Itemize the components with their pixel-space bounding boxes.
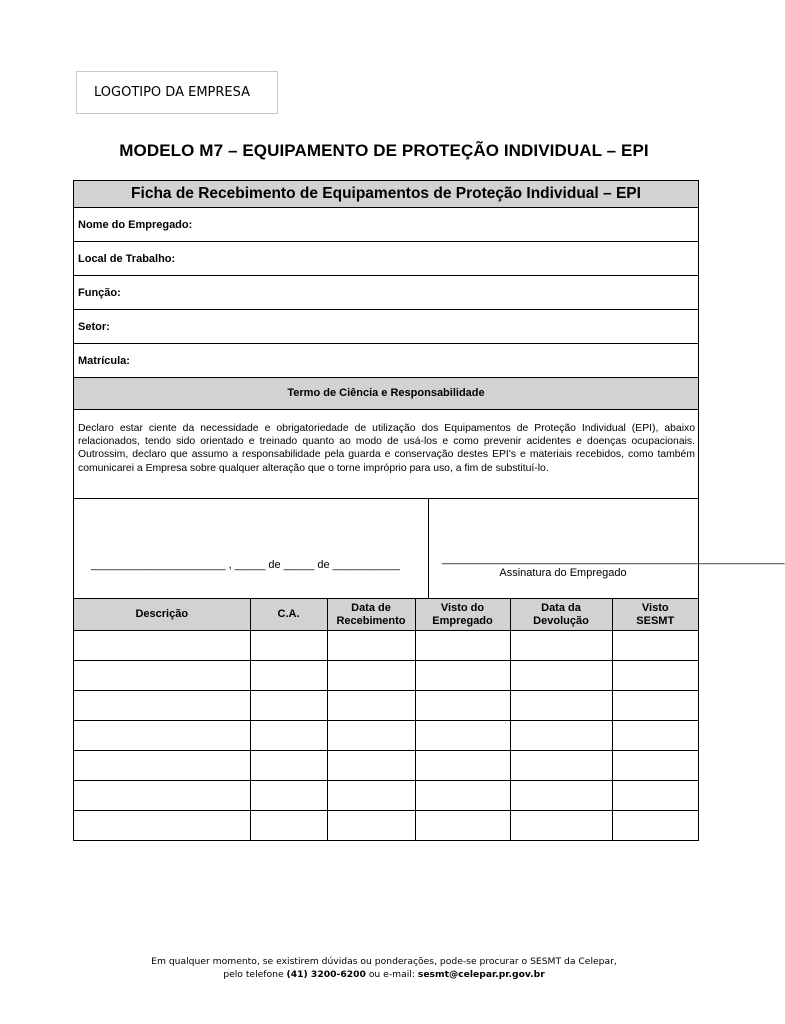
table-header-row: [74, 599, 698, 631]
table-row: [74, 721, 698, 751]
function-label: Função:: [78, 286, 121, 299]
registration-label: Matrícula:: [78, 354, 130, 367]
table-cell[interactable]: [74, 781, 250, 811]
table-cell[interactable]: [250, 691, 327, 721]
table-cell[interactable]: [327, 721, 415, 751]
footer-email-link[interactable]: sesmt@celepar.pr.gov.br: [417, 968, 545, 980]
table-cell[interactable]: [612, 781, 698, 811]
sector-field[interactable]: [74, 309, 698, 343]
table-cell[interactable]: [74, 721, 250, 751]
table-cell[interactable]: [510, 781, 612, 811]
table-row: [74, 631, 698, 661]
table-cell[interactable]: [74, 751, 250, 781]
workplace-field[interactable]: [74, 241, 698, 275]
table-cell[interactable]: [510, 751, 612, 781]
table-row: [74, 661, 698, 691]
col-header-ca: C.A.: [250, 599, 327, 631]
table-cell[interactable]: [415, 811, 510, 841]
signature-cell[interactable]: [429, 499, 785, 598]
page-title: MODELO M7 – EQUIPAMENTO DE PROTEÇÃO INDIVIDUAL – EPI: [119, 141, 649, 160]
table-cell[interactable]: [415, 751, 510, 781]
col-header-sesmt-check: Visto SESMT: [612, 599, 698, 631]
table-cell[interactable]: [250, 631, 327, 661]
table-cell[interactable]: [612, 751, 698, 781]
table-cell[interactable]: [250, 781, 327, 811]
footer-phone: (41) 3200-6200: [286, 968, 366, 980]
table-cell[interactable]: [250, 661, 327, 691]
table-cell[interactable]: [612, 721, 698, 751]
table-cell[interactable]: [250, 751, 327, 781]
col-header-employee-check: Visto do Empregado: [415, 599, 510, 631]
epi-receipt-form: [73, 180, 785, 841]
table-row: [74, 751, 698, 781]
footer-email-prefix: ou e-mail:: [368, 968, 415, 980]
responsibility-section-title: Termo de Ciência e Responsabilidade: [74, 377, 698, 409]
table-cell[interactable]: [74, 661, 250, 691]
employee-name-field[interactable]: [74, 207, 698, 241]
function-field[interactable]: [74, 275, 698, 309]
epi-table: [74, 599, 698, 840]
declaration-text: Declaro estar ciente da necessidade e obrigatoriedade de utilização dos Equipamentos de Proteção Individual (EPI), abaixo relacionados, tendo sido orientado e treinado quanto ao modo de usá-los e como prevenir acidentes e doenças ocupacionais. Outrossim, declaro que assumo a responsabilidade pela guarda e conservação destes EPI's e materiais recebidos, como também comunicarei a Empresa sobre qualquer alteração que o torne impróprio para uso, a fim de substituí-lo.: [74, 409, 698, 498]
table-cell[interactable]: [612, 661, 698, 691]
table-row: [74, 781, 698, 811]
table-cell[interactable]: [327, 781, 415, 811]
date-line: ______________________ , _____ de _____ de ___________: [91, 559, 400, 571]
table-cell[interactable]: [327, 811, 415, 841]
footer-contact: [0, 956, 768, 981]
table-cell[interactable]: [74, 811, 250, 841]
col-header-description: Descrição: [74, 599, 250, 631]
table-cell[interactable]: [415, 691, 510, 721]
table-cell[interactable]: [510, 631, 612, 661]
table-cell[interactable]: [612, 691, 698, 721]
sector-label: Setor:: [78, 320, 110, 333]
table-cell[interactable]: [327, 691, 415, 721]
table-cell[interactable]: [327, 751, 415, 781]
table-cell[interactable]: [510, 691, 612, 721]
table-cell[interactable]: [250, 811, 327, 841]
workplace-label: Local de Trabalho:: [78, 252, 176, 265]
col-header-receipt-date: Data de Recebimento: [327, 599, 415, 631]
table-cell[interactable]: [415, 721, 510, 751]
table-cell[interactable]: [510, 811, 612, 841]
table-cell[interactable]: [612, 631, 698, 661]
table-cell[interactable]: [510, 721, 612, 751]
epi-table-row: [74, 598, 698, 840]
signature-row: [74, 498, 785, 598]
col-header-return-date: Data da Devolução: [510, 599, 612, 631]
table-cell[interactable]: [510, 661, 612, 691]
table-cell[interactable]: [74, 691, 250, 721]
table-cell[interactable]: [415, 781, 510, 811]
company-logo-placeholder: [76, 71, 278, 114]
table-cell[interactable]: [250, 721, 327, 751]
table-cell[interactable]: [327, 631, 415, 661]
signature-line: ________________________________________________________: [442, 553, 785, 565]
signature-label: Assinatura do Empregado: [499, 567, 627, 579]
table-cell[interactable]: [612, 811, 698, 841]
table-row: [74, 811, 698, 841]
registration-field[interactable]: [74, 343, 698, 377]
table-cell[interactable]: [415, 661, 510, 691]
footer-line-1: Em qualquer momento, se existirem dúvidas ou ponderações, pode-se procurar o SESMT da Celepar,: [151, 956, 617, 967]
table-row: [74, 691, 698, 721]
footer-phone-prefix: pelo telefone: [223, 968, 284, 980]
date-cell[interactable]: [74, 499, 429, 598]
form-header: Ficha de Recebimento de Equipamentos de Proteção Individual – EPI: [74, 181, 698, 207]
table-cell[interactable]: [74, 631, 250, 661]
employee-name-label: Nome do Empregado:: [78, 218, 193, 231]
table-cell[interactable]: [327, 661, 415, 691]
table-cell[interactable]: [415, 631, 510, 661]
logo-placeholder-text: LOGOTIPO DA EMPRESA: [94, 85, 251, 100]
footer-line-2: [0, 969, 768, 982]
